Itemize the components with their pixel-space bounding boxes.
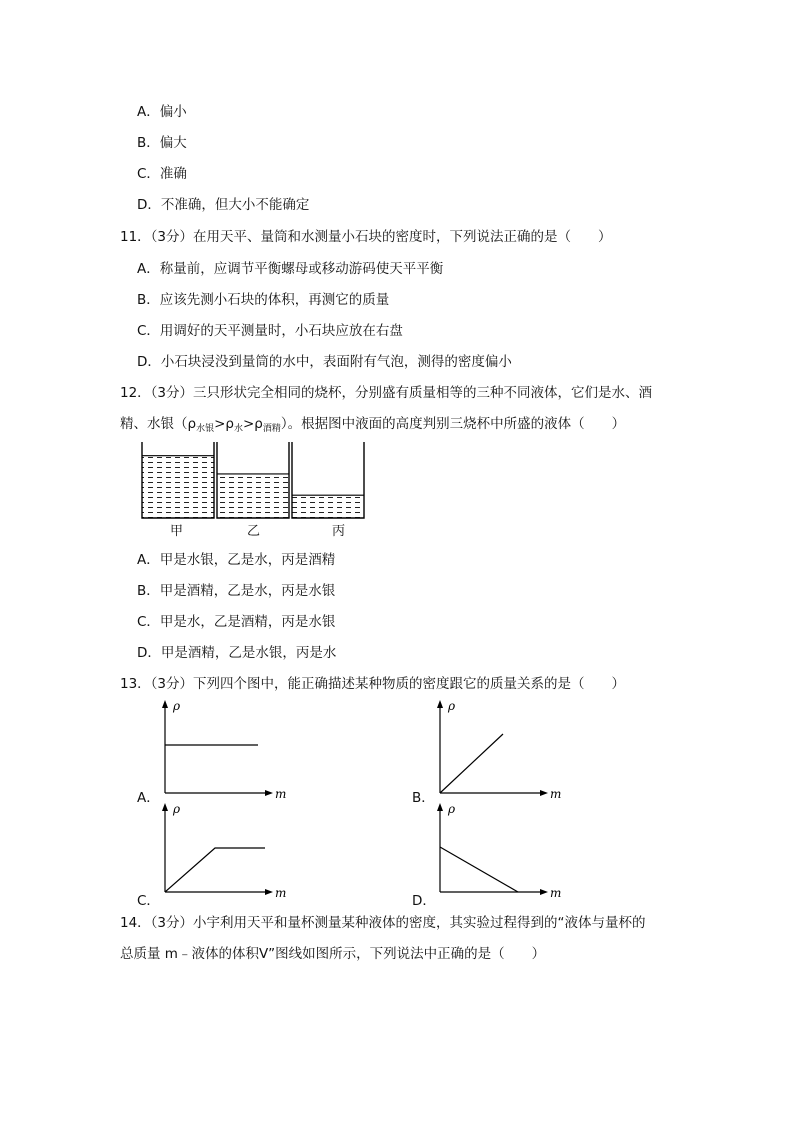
q12-stem-line1: 12．（3分）三只形状完全相同的烧杯，分别盛有质量相等的三种不同液体，它们是水、酒 (120, 385, 653, 401)
graph-b-x-label: m (550, 787, 562, 801)
beaker-label-bing: 丙 (332, 524, 346, 539)
graph-b-curve (440, 734, 503, 793)
q10-option-c: C．准确 (137, 166, 187, 182)
beaker-liquid (292, 495, 364, 518)
graph-a-letter: A． (137, 790, 160, 806)
q11-option-d: D．小石块浸没到量筒的水中，表面附有气泡，测得的密度偏小 (137, 354, 512, 370)
graph-c-curve (165, 848, 265, 892)
q12-option-b: B．甲是酒精，乙是水，丙是水银 (137, 583, 336, 599)
graph-c-x-label: m (275, 886, 287, 900)
graph-b-y-label: ρ (448, 699, 456, 713)
q11-option-b: B．应该先测小石块的体积，再测它的质量 (137, 292, 390, 308)
q10-option-a: A．偏小 (137, 104, 187, 120)
beaker-label-jia: 甲 (170, 524, 184, 539)
q10-option-b: B．偏大 (137, 135, 187, 151)
q11-option-c: C．用调好的天平测量时，小石块应放在右盘 (137, 323, 403, 339)
q12-stem-line2: 精、水银$(\rho_{水银}>\rho_水>\rho_{酒精})$。根据图中液面的高度判别三烧杯中所盛的液体（ ） (120, 416, 626, 434)
graph-a-x-label: m (275, 787, 287, 801)
q11-stem: 11．（3分）在用天平、量筒和水测量小石块的密度时，下列说法正确的是（ ） (120, 229, 612, 245)
q14-stem-line1: 14．（3分）小宇利用天平和量杯测量某种液体的密度，其实验过程得到的“液体与量杯的 (120, 915, 646, 931)
q14-stem-line2: 总质量 m﹣液体的体积V”图线如图所示，下列说法中正确的是（ ） (120, 946, 546, 962)
beaker-label-yi: 乙 (247, 524, 261, 539)
graph-c-letter: C． (137, 893, 160, 909)
graph-a (155, 700, 295, 800)
graph-b-letter: B． (412, 790, 435, 806)
beaker-liquid (217, 474, 289, 518)
graph-d-letter: D． (412, 893, 436, 909)
graph-b (430, 700, 570, 800)
q11-option-a: A．称量前，应调节平衡螺母或移动游码使天平平衡 (137, 261, 444, 277)
q12-option-d: D．甲是酒精，乙是水银，丙是水 (137, 645, 337, 661)
q12-option-c: C．甲是水，乙是酒精，丙是水银 (137, 614, 336, 630)
beakers-figure (138, 440, 378, 522)
graph-d-curve (440, 847, 518, 892)
graph-a-y-label: ρ (173, 699, 181, 713)
graph-d (430, 803, 570, 898)
graph-d-x-label: m (550, 886, 562, 900)
graph-c (155, 803, 295, 898)
beaker-liquid (142, 456, 214, 518)
q13-stem: 13．（3分）下列四个图中，能正确描述某种物质的密度跟它的质量关系的是（ ） (120, 676, 626, 692)
q10-option-d: D．不准确，但大小不能确定 (137, 197, 310, 213)
graph-d-y-label: ρ (448, 802, 456, 816)
q12-option-a: A．甲是水银，乙是水，丙是酒精 (137, 552, 336, 568)
graph-c-y-label: ρ (173, 802, 181, 816)
